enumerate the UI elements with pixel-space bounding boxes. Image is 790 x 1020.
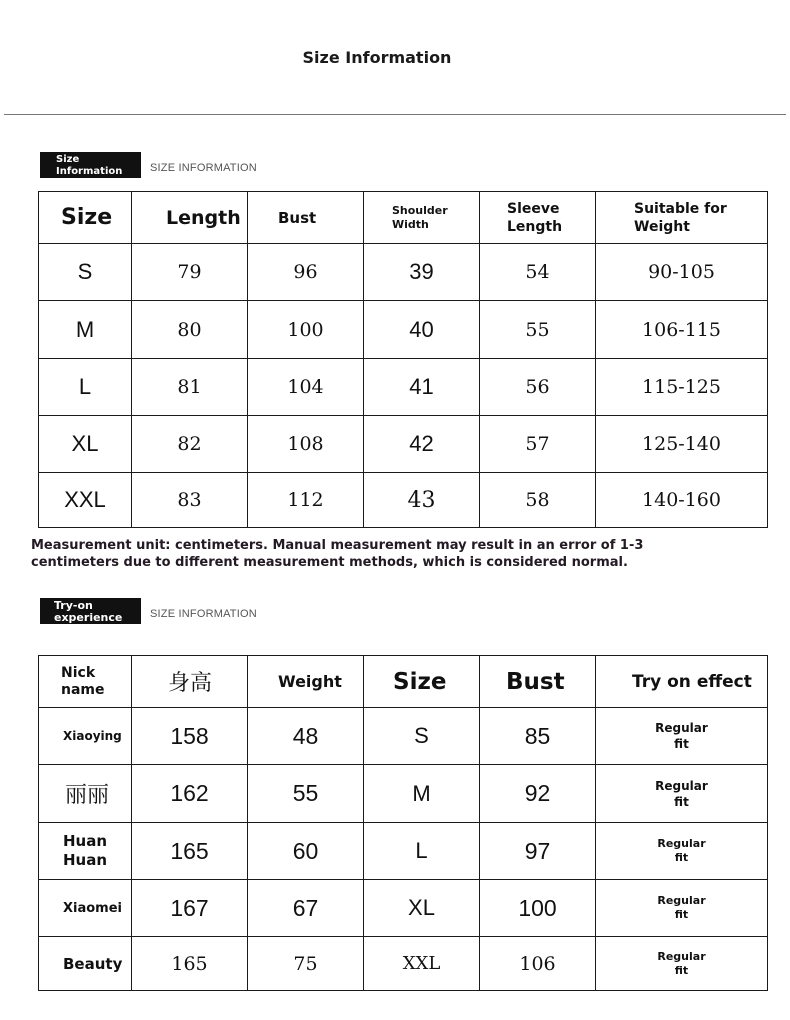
fit-label: Regular fit: [657, 894, 706, 921]
cell-weight: 60: [248, 823, 364, 880]
cell-shoulder: 41: [364, 359, 480, 416]
cell-height: 158: [132, 708, 248, 765]
tryon-table-header: [39, 656, 768, 708]
size-section-subtitle: SIZE INFORMATION: [150, 162, 257, 174]
cell-bust: 92: [480, 765, 596, 823]
cell-shoulder: 42: [364, 416, 480, 473]
header-sleeve-length: Sleeve Length: [480, 192, 596, 244]
cell-length: 81: [132, 359, 248, 416]
cell-shoulder: 43: [364, 473, 480, 528]
header-shoulder-width: Shoulder Width: [364, 192, 480, 244]
cell-bust: 85: [480, 708, 596, 765]
cell-nick-name: Xiaomei: [39, 880, 132, 937]
cell-height: 165: [132, 937, 248, 991]
page-title: Size Information: [302, 48, 452, 67]
cell-bust: 106: [480, 937, 596, 991]
cell-length: 80: [132, 301, 248, 359]
header-size: Size: [39, 192, 132, 244]
cell-size: XXL: [364, 937, 480, 991]
cell-nick-name: Beauty: [39, 937, 132, 991]
cell-length: 83: [132, 473, 248, 528]
cell-height: 162: [132, 765, 248, 823]
cell-size: XL: [364, 880, 480, 937]
cell-sleeve: 54: [480, 244, 596, 301]
cell-try-on-effect: [596, 765, 768, 823]
cell-bust: 104: [248, 359, 364, 416]
cell-weight: 75: [248, 937, 364, 991]
size-section-tag: Size Information: [40, 152, 141, 178]
cell-length: 82: [132, 416, 248, 473]
cell-bust: 108: [248, 416, 364, 473]
cell-size: L: [364, 823, 480, 880]
cell-weight: 90-105: [596, 244, 768, 301]
cell-height: 167: [132, 880, 248, 937]
cell-shoulder: 39: [364, 244, 480, 301]
cell-weight: 115-125: [596, 359, 768, 416]
table-row: [39, 880, 768, 937]
cell-bust: 100: [480, 880, 596, 937]
measurement-note: Measurement unit: centimeters. Manual measurement may result in an error of 1-3 centimeters due to different measurement methods, which is considered normal.: [31, 538, 644, 570]
cell-weight: 48: [248, 708, 364, 765]
header-bust: Bust: [480, 656, 596, 708]
cell-weight: 67: [248, 880, 364, 937]
tryon-section-tag: Try-on experience: [40, 598, 141, 624]
cell-size: XXL: [39, 473, 132, 528]
cell-bust: 96: [248, 244, 364, 301]
cell-weight: 125-140: [596, 416, 768, 473]
header-weight: Weight: [248, 656, 364, 708]
cell-sleeve: 55: [480, 301, 596, 359]
fit-label: Regular fit: [657, 837, 706, 864]
header-nick-name: Nick name: [39, 656, 132, 708]
table-row: [39, 823, 768, 880]
header-suitable-weight: Suitable for Weight: [596, 192, 768, 244]
cell-try-on-effect: [596, 937, 768, 991]
table-row: [39, 244, 768, 301]
cell-weight: 55: [248, 765, 364, 823]
cell-bust: 97: [480, 823, 596, 880]
cell-try-on-effect: [596, 880, 768, 937]
cell-size: M: [39, 301, 132, 359]
cell-size: XL: [39, 416, 132, 473]
table-row: [39, 301, 768, 359]
cell-nick-name: Huan Huan: [39, 823, 132, 880]
cell-try-on-effect: [596, 708, 768, 765]
table-row: [39, 416, 768, 473]
fit-label: Regular fit: [657, 949, 706, 977]
cell-size: S: [364, 708, 480, 765]
cell-bust: 112: [248, 473, 364, 528]
cell-try-on-effect: [596, 823, 768, 880]
cell-size: S: [39, 244, 132, 301]
cell-nick-name: 丽丽: [39, 765, 132, 823]
header-bust: Bust: [248, 192, 364, 244]
fit-label: Regular fit: [655, 778, 708, 809]
cell-bust: 100: [248, 301, 364, 359]
cell-size: M: [364, 765, 480, 823]
fit-label: Regular fit: [655, 721, 708, 751]
cell-length: 79: [132, 244, 248, 301]
cell-sleeve: 58: [480, 473, 596, 528]
table-row: [39, 708, 768, 765]
cell-height: 165: [132, 823, 248, 880]
cell-sleeve: 56: [480, 359, 596, 416]
cell-weight: 106-115: [596, 301, 768, 359]
size-table-header: [39, 192, 768, 244]
cell-shoulder: 40: [364, 301, 480, 359]
size-table: [38, 191, 768, 528]
tryon-section-subtitle: SIZE INFORMATION: [150, 608, 257, 620]
tryon-table: [38, 655, 768, 991]
header-height: 身高: [132, 656, 248, 708]
table-row: [39, 359, 768, 416]
table-row: [39, 473, 768, 528]
title-divider: [4, 114, 786, 115]
cell-nick-name: Xiaoying: [39, 708, 132, 765]
cell-weight: 140-160: [596, 473, 768, 528]
cell-sleeve: 57: [480, 416, 596, 473]
header-length: Length: [132, 192, 248, 244]
table-row: [39, 765, 768, 823]
table-row: [39, 937, 768, 991]
header-try-on-effect: Try on effect: [596, 656, 768, 708]
header-size: Size: [364, 656, 480, 708]
cell-size: L: [39, 359, 132, 416]
